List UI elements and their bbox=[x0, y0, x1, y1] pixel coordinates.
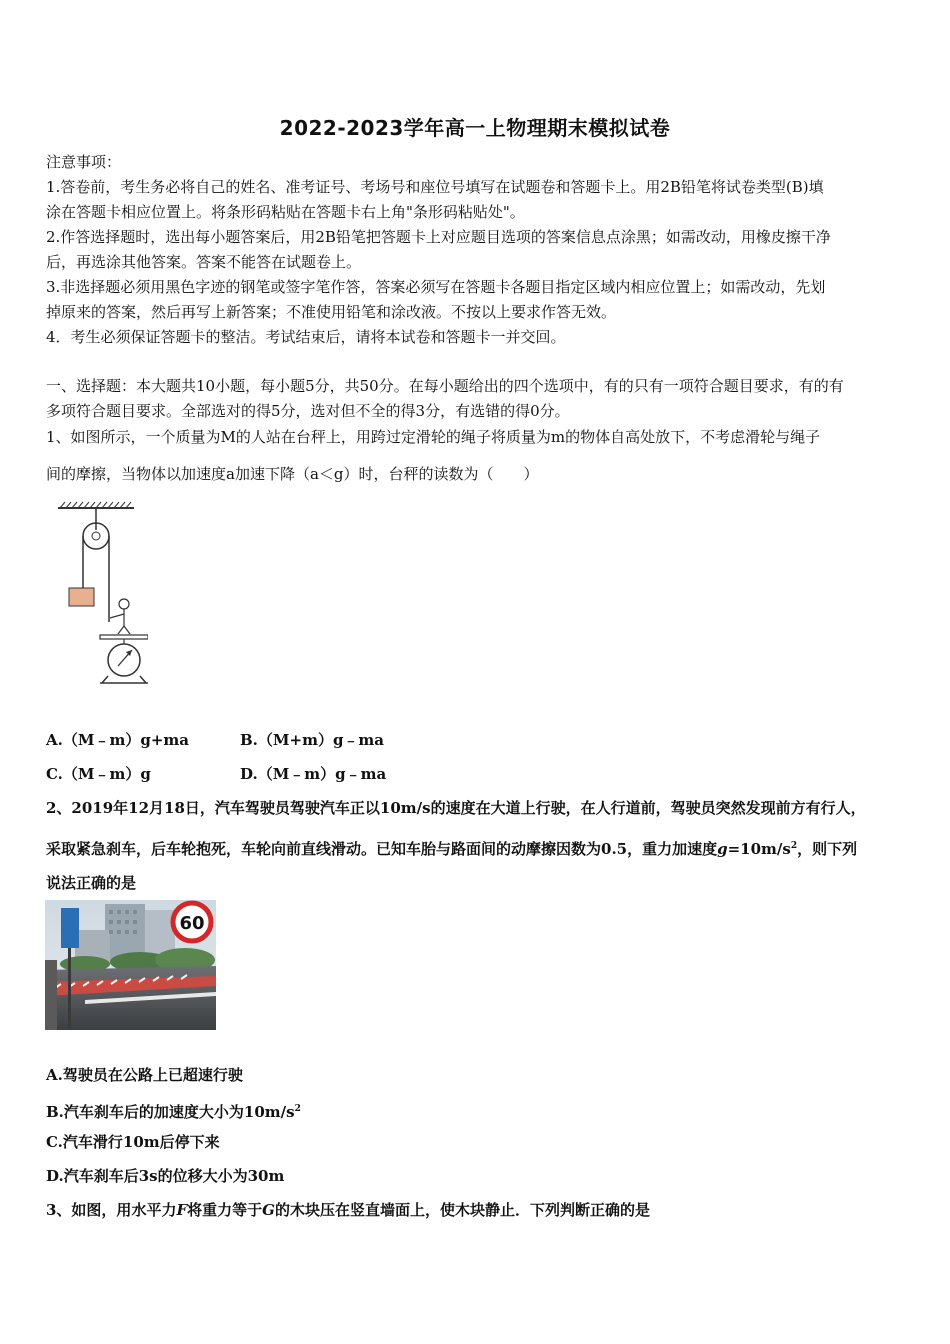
question-2-text-part: =10m/s bbox=[727, 840, 791, 858]
page-title: 2022-2023学年高一上物理期末模拟试卷 bbox=[279, 116, 671, 140]
question-3-text bbox=[46, 1200, 650, 1220]
notice-line: 后，再选涂其他答案。答案不能答在试题卷上。 bbox=[46, 253, 362, 271]
gravity-symbol: g bbox=[717, 840, 728, 858]
question-1-option-a: A.（M﹣m）g+ma bbox=[46, 731, 189, 749]
question-3-text-part: 将重力等于 bbox=[187, 1201, 263, 1219]
section-instructions: 多项符合题目要求。全部选对的得5分，选对但不全的得3分，有选错的得0分。 bbox=[46, 402, 570, 420]
notice-line: 4．考生必须保证答题卡的整洁。考试结束后，请将本试卷和答题卡一并交回。 bbox=[46, 328, 566, 346]
question-2-text-part: ，则下列 bbox=[797, 840, 858, 858]
option-b-text: B.汽车刹车后的加速度大小为10m/s bbox=[46, 1103, 295, 1121]
section-instructions: 一、选择题：本大题共10小题，每小题5分，共50分。在每小题给出的四个选项中，有的只有一项符合题目要求，有的有 bbox=[46, 377, 844, 395]
question-2-text: 说法正确的是 bbox=[46, 874, 137, 892]
speed-limit-sign: 60 bbox=[179, 913, 205, 934]
question-2-text: 2、2019年12月18日，汽车驾驶员驾驶汽车正以10m/s的速度在大道上行驶，在人行道前，驾驶员突然发现前方有行人， bbox=[46, 799, 866, 817]
notice-line: 掉原来的答案，然后再写上新答案；不准使用铅笔和涂改液。不按以上要求作答无效。 bbox=[46, 303, 617, 321]
question-3-text-part: 的木块压在竖直墙面上，使木块静止．下列判断正确的是 bbox=[274, 1201, 650, 1219]
superscript: 2 bbox=[790, 841, 798, 851]
road-photo bbox=[45, 900, 216, 1030]
question-1-option-d: D.（M﹣m）g﹣ma bbox=[240, 765, 387, 783]
question-1-option-c: C.（M﹣m）g bbox=[46, 765, 151, 783]
question-2-option-c: C.汽车滑行10m后停下来 bbox=[46, 1133, 220, 1151]
notice-line: 涂在答题卡相应位置上。将条形码粘贴在答题卡右上角"条形码粘贴处"。 bbox=[46, 203, 525, 221]
notice-heading: 注意事项： bbox=[46, 153, 122, 171]
notice-line: 1.答卷前，考生务必将自己的姓名、准考证号、考场号和座位号填写在试题卷和答题卡上。用2B铅笔将试卷类型(B)填 bbox=[46, 178, 824, 196]
question-2-text-part: 采取紧急刹车，后车轮抱死，车轮向前直线滑动。已知车胎与路面间的动摩擦因数为0.5，重力加速度 bbox=[46, 840, 718, 858]
question-2-option-a: A.驾驶员在公路上已超速行驶 bbox=[46, 1066, 243, 1084]
pulley-scale-figure bbox=[48, 500, 148, 690]
superscript: 2 bbox=[294, 1104, 301, 1114]
weight-symbol: G bbox=[262, 1201, 275, 1219]
question-2-text bbox=[46, 836, 857, 859]
notice-line: 2.作答选择题时，选出每小题答案后，用2B铅笔把答题卡上对应题目选项的答案信息点涂黑；如需改动，用橡皮擦干净 bbox=[46, 228, 831, 246]
notice-line: 3.非选择题必须用黑色字迹的钢笔或签字笔作答，答案必须写在答题卡各题目指定区域内相应位置上；如需改动，先划 bbox=[46, 278, 826, 296]
question-1-option-b: B.（M+m）g﹣ma bbox=[240, 731, 385, 749]
question-2-option-b bbox=[46, 1099, 301, 1122]
force-symbol: F bbox=[176, 1201, 188, 1219]
question-3-text-part: 3、如图，用水平力 bbox=[46, 1201, 177, 1219]
question-1-text: 1、如图所示，一个质量为M的人站在台秤上，用跨过定滑轮的绳子将质量为m的物体自高处放下，不考虑滑轮与绳子 bbox=[46, 428, 821, 446]
question-1-text: 间的摩擦，当物体以加速度a加速下降（a＜g）时，台秤的读数为（ ） bbox=[46, 465, 539, 483]
question-2-option-d: D.汽车刹车后3s的位移大小为30m bbox=[46, 1167, 285, 1185]
